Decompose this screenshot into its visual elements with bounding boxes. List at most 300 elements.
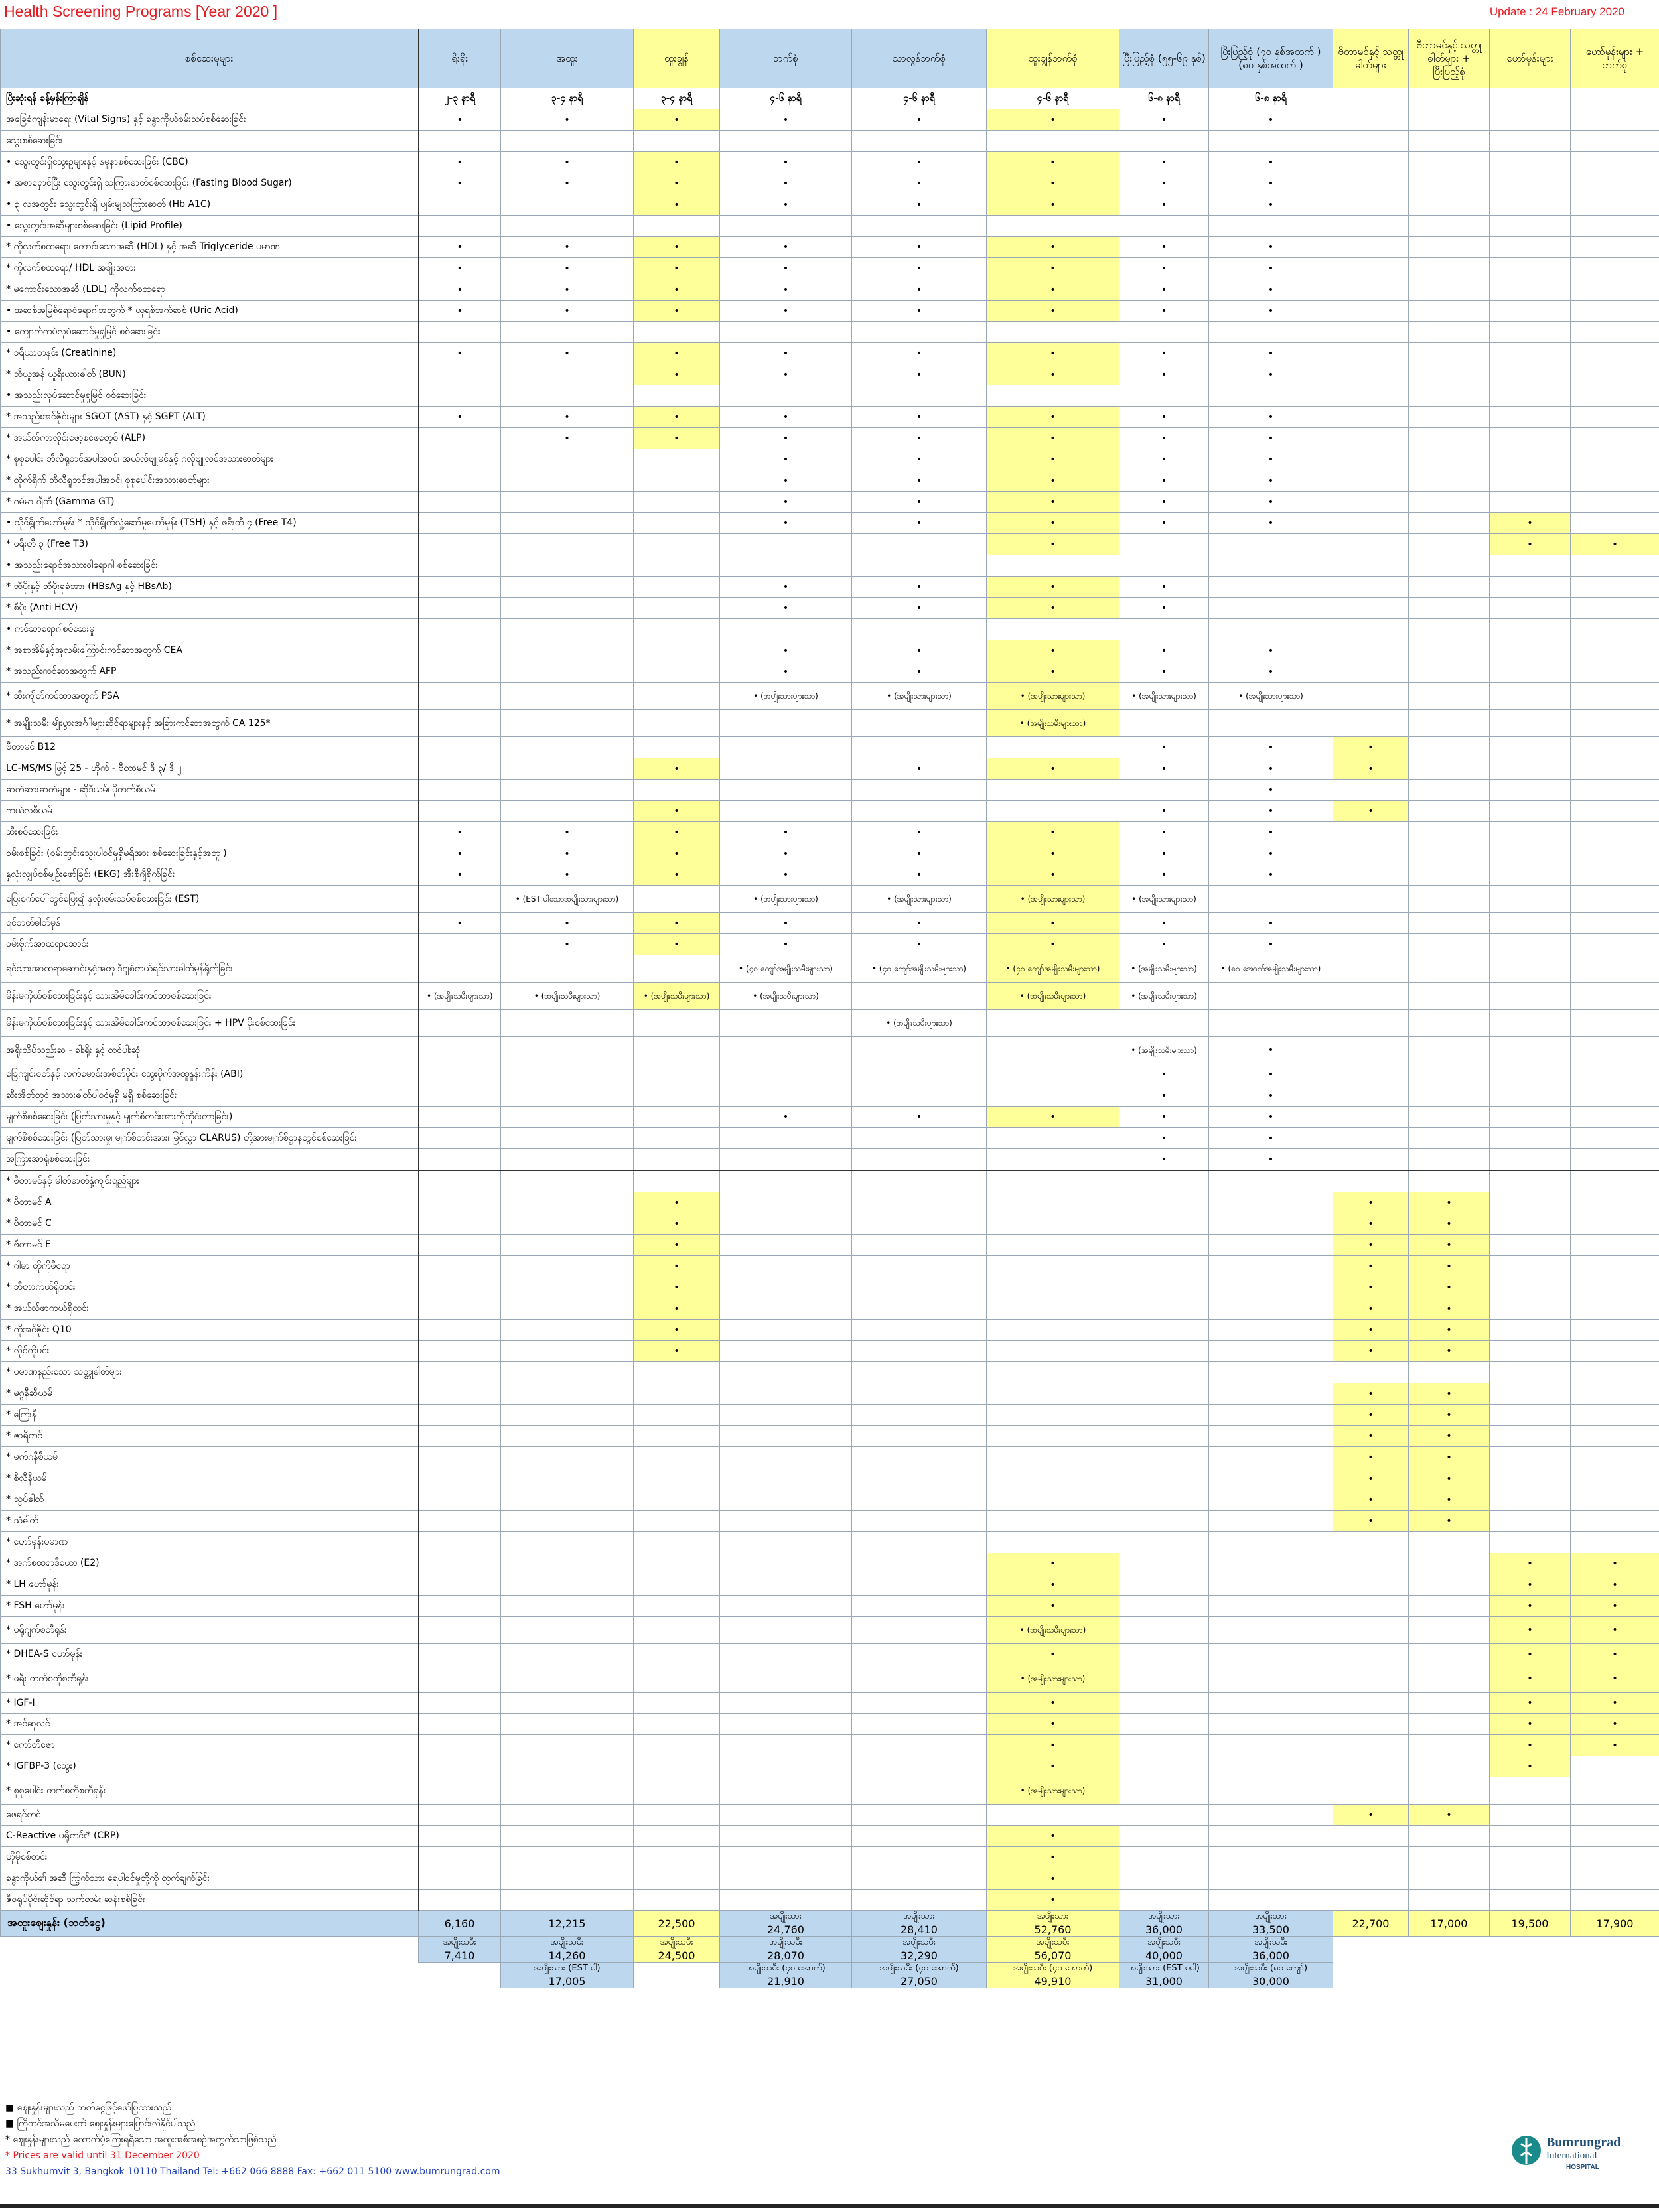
- check-cell: [720, 1847, 852, 1868]
- check-cell: [501, 864, 634, 886]
- check-cell: [1119, 513, 1209, 534]
- check-cell: [1409, 555, 1490, 577]
- check-mark: •: [1050, 666, 1056, 677]
- test-label: * ကိုလက်စထရော/ HDL အချိုးအစား: [1, 258, 419, 279]
- check-mark: •: [1527, 539, 1533, 550]
- check-cell: [1119, 661, 1209, 683]
- check-cell: [1571, 237, 1659, 258]
- check-cell: [720, 1644, 852, 1665]
- check-mark: •: [1612, 1718, 1618, 1730]
- check-cell: [720, 683, 852, 710]
- check-cell: [852, 1213, 987, 1235]
- check-cell: [634, 173, 720, 194]
- test-label: ဝမ်းစစ်ခြင်း (ဝမ်းတွင်းသွေးပါဝင်မှုရှိမရှိအား စစ်ဆေးခြင်းနှင့်အတူ ): [1, 843, 419, 864]
- check-mark: •: [916, 645, 922, 656]
- check-cell: [987, 983, 1119, 1010]
- check-cell: [1119, 470, 1209, 492]
- check-cell: [419, 577, 501, 598]
- check-mark: •: [1368, 1809, 1374, 1821]
- check-cell: [634, 661, 720, 683]
- check-cell: [1119, 1777, 1209, 1805]
- check-mark: •: [1161, 869, 1167, 880]
- check-cell: [501, 913, 634, 934]
- table-row: [1, 864, 1659, 886]
- check-cell: [634, 1447, 720, 1468]
- check-cell: [634, 534, 720, 555]
- check-mark: •: [1446, 1452, 1452, 1463]
- check-cell: [987, 1107, 1119, 1128]
- check-mark: •: [674, 1303, 680, 1314]
- check-cell: [1571, 1447, 1659, 1468]
- check-cell: [1119, 237, 1209, 258]
- check-cell: [1409, 1235, 1490, 1256]
- table-row: [1, 1489, 1659, 1511]
- price-cell: [419, 1937, 501, 1963]
- check-cell: [852, 555, 987, 577]
- check-cell: [634, 1426, 720, 1447]
- check-mark: •: [564, 284, 570, 295]
- check-cell: [987, 640, 1119, 661]
- check-cell: [1490, 1170, 1571, 1192]
- table-row: [1, 1064, 1659, 1085]
- check-cell: [1490, 1693, 1571, 1714]
- check-note: • (အမျိုးသမီးများသာ): [753, 991, 819, 1001]
- check-cell: [419, 1277, 501, 1298]
- check-cell: [1209, 640, 1333, 661]
- check-cell: [720, 1574, 852, 1596]
- check-cell: [720, 983, 852, 1010]
- check-cell: [1333, 661, 1409, 683]
- check-cell: [634, 1553, 720, 1574]
- check-cell: [852, 1426, 987, 1447]
- check-cell: [1571, 1256, 1659, 1277]
- check-cell: [1490, 1553, 1571, 1574]
- check-cell: [1333, 237, 1409, 258]
- check-cell: [987, 1890, 1119, 1911]
- price-cell: [1209, 1937, 1333, 1963]
- test-label: ဓာတ်ဆားဓာတ်များ - ဆိုဒီယမ်၊ ပိုတက်စီယမ်: [1, 780, 419, 801]
- table-row: [1, 1665, 1659, 1693]
- check-cell: [419, 1617, 501, 1644]
- check-cell: [852, 279, 987, 301]
- check-cell: [1490, 513, 1571, 534]
- table-row: [1, 955, 1659, 983]
- check-cell: [419, 598, 501, 619]
- check-cell: [1333, 1665, 1409, 1693]
- check-cell: [720, 1617, 852, 1644]
- check-cell: [419, 1170, 501, 1192]
- check-cell: [419, 1805, 501, 1826]
- check-cell: [1333, 194, 1409, 216]
- check-mark: •: [782, 263, 789, 274]
- bumrungrad-logo: [1508, 2120, 1627, 2183]
- check-mark: •: [1267, 742, 1274, 753]
- check-cell: [1119, 955, 1209, 983]
- table-row: [1, 364, 1659, 385]
- check-cell: [852, 737, 987, 758]
- check-mark: •: [782, 518, 789, 529]
- check-cell: [1119, 1826, 1209, 1847]
- check-cell: [1571, 194, 1659, 216]
- check-cell: [1119, 1037, 1209, 1064]
- check-cell: [987, 237, 1119, 258]
- check-cell: [1333, 131, 1409, 152]
- price-caption: အမျိုးသား: [770, 1911, 802, 1921]
- check-cell: [852, 1617, 987, 1644]
- check-cell: [501, 1868, 634, 1890]
- check-cell: [419, 619, 501, 640]
- check-cell: [1490, 1064, 1571, 1085]
- check-cell: [1333, 843, 1409, 864]
- price-cell: [501, 1937, 634, 1963]
- table-row: [1, 1235, 1659, 1256]
- check-cell: [1119, 492, 1209, 513]
- check-cell: [634, 1362, 720, 1383]
- check-cell: [634, 1665, 720, 1693]
- check-cell: [501, 955, 634, 983]
- duration-cell: ၂-၃ နာရီ: [419, 88, 501, 109]
- check-mark: •: [674, 1282, 680, 1293]
- test-label: * IGF-I: [1, 1693, 419, 1714]
- check-cell: [634, 1574, 720, 1596]
- check-cell: [1209, 1405, 1333, 1426]
- check-cell: [1490, 710, 1571, 737]
- check-cell: [419, 1235, 501, 1256]
- price-cell: [852, 1911, 987, 1937]
- check-cell: [634, 737, 720, 758]
- check-cell: [1333, 407, 1409, 428]
- duration-cell: ၄-၆ နာရီ: [852, 88, 987, 109]
- check-cell: [987, 1064, 1119, 1085]
- check-cell: [1490, 843, 1571, 864]
- check-cell: [1409, 1277, 1490, 1298]
- check-cell: [852, 1362, 987, 1383]
- check-mark: •: [1050, 496, 1056, 508]
- check-cell: [1490, 109, 1571, 131]
- check-cell: [1119, 1213, 1209, 1235]
- check-cell: [419, 1644, 501, 1665]
- check-cell: [852, 1644, 987, 1665]
- check-cell: [1571, 886, 1659, 913]
- test-label: သွေးစစ်ဆေးခြင်း: [1, 131, 419, 152]
- check-cell: [1490, 1426, 1571, 1447]
- check-cell: [1409, 1426, 1490, 1447]
- check-cell: [1119, 780, 1209, 801]
- check-cell: [1409, 1362, 1490, 1383]
- check-cell: [501, 1426, 634, 1447]
- check-cell: [1119, 983, 1209, 1010]
- check-cell: [1490, 1235, 1571, 1256]
- price-value: 31,000: [1145, 1975, 1183, 1988]
- check-cell: [852, 364, 987, 385]
- check-cell: [852, 1693, 987, 1714]
- test-label: * ဂမ်မာ ဂျီတီ (Gamma GT): [1, 492, 419, 513]
- check-mark: •: [1161, 284, 1167, 295]
- check-cell: [1119, 886, 1209, 913]
- check-mark: •: [782, 348, 789, 359]
- check-cell: [1209, 449, 1333, 470]
- check-cell: [1209, 619, 1333, 640]
- table-row: [1, 1532, 1659, 1553]
- check-cell: [852, 1405, 987, 1426]
- check-cell: [1490, 822, 1571, 843]
- test-label: • သွေးတွင်းရှိသွေးဥများနှင့် နမူနာစစ်ဆေးခြင်း (CBC): [1, 152, 419, 173]
- check-mark: •: [916, 496, 922, 508]
- check-cell: [1571, 1362, 1659, 1383]
- check-cell: [1571, 131, 1659, 152]
- check-cell: [852, 237, 987, 258]
- check-cell: [852, 1064, 987, 1085]
- check-mark: •: [564, 348, 570, 359]
- check-cell: [720, 131, 852, 152]
- check-mark: •: [1161, 263, 1167, 274]
- check-cell: [1333, 1805, 1409, 1826]
- check-cell: [1119, 801, 1209, 822]
- check-cell: [1409, 301, 1490, 322]
- check-cell: [1209, 492, 1333, 513]
- check-cell: [987, 864, 1119, 886]
- check-cell: [987, 1468, 1119, 1489]
- check-cell: [634, 1596, 720, 1617]
- check-cell: [987, 322, 1119, 343]
- check-cell: [1571, 492, 1659, 513]
- check-mark: •: [916, 178, 922, 189]
- check-cell: [1409, 955, 1490, 983]
- check-cell: [852, 1665, 987, 1693]
- test-label: မျက်စိစစ်ဆေးခြင်း (ပြတ်သားမှုနှင့် မျက်စိတင်းအားကိုတိုင်းတာခြင်း): [1, 1107, 419, 1128]
- test-label: * ဗီတာမင် E: [1, 1235, 419, 1256]
- check-cell: [1209, 1128, 1333, 1149]
- check-cell: [1209, 1847, 1333, 1868]
- check-cell: [634, 131, 720, 152]
- check-cell: [1333, 1149, 1409, 1171]
- check-mark: •: [1368, 1324, 1374, 1336]
- check-cell: [634, 886, 720, 913]
- price-blank: [1490, 1963, 1571, 1988]
- check-mark: •: [674, 411, 680, 423]
- check-cell: [1333, 1735, 1409, 1756]
- duration-cell: ၄-၆ နာရီ: [987, 88, 1119, 109]
- check-cell: [419, 1213, 501, 1235]
- note-1: ■ စျေးနှုန်းများသည် ဘတ်ငွေဖြင့်ဖော်ပြထားသည်: [5, 2103, 172, 2113]
- check-note: • (၄၀ ကျော်အမျိုးသမီးများသာ): [872, 964, 966, 973]
- check-cell: [419, 955, 501, 983]
- check-mark: •: [1612, 539, 1618, 550]
- check-cell: [501, 598, 634, 619]
- check-cell: [987, 1037, 1119, 1064]
- check-cell: [634, 758, 720, 780]
- check-cell: [1209, 913, 1333, 934]
- check-cell: [852, 1192, 987, 1213]
- test-label: * ပမာဏနည်းသော သတ္တုဓါတ်များ: [1, 1362, 419, 1383]
- test-label: * စီပိုး (Anti HCV): [1, 598, 419, 619]
- check-cell: [1490, 1298, 1571, 1320]
- check-cell: [1571, 598, 1659, 619]
- check-mark: •: [1368, 1303, 1374, 1314]
- price-blank: [1333, 1963, 1409, 1988]
- check-cell: [1119, 913, 1209, 934]
- check-cell: [1333, 955, 1409, 983]
- check-mark: •: [1368, 1473, 1374, 1484]
- table-row: [1, 1192, 1659, 1213]
- check-cell: [1333, 1383, 1409, 1405]
- test-label: * ပရိုဂျက်စတီရုန်း: [1, 1617, 419, 1644]
- price-row: [1, 1963, 1659, 1988]
- price-value: 17,900: [1596, 1917, 1634, 1930]
- check-cell: [1490, 258, 1571, 279]
- check-cell: [501, 1617, 634, 1644]
- check-mark: •: [674, 1218, 680, 1229]
- check-cell: [1490, 1213, 1571, 1235]
- check-cell: [1571, 1149, 1659, 1171]
- check-cell: [1209, 237, 1333, 258]
- check-cell: [987, 555, 1119, 577]
- check-note: • (အမျိုးသမီးများသာ): [1019, 1625, 1086, 1635]
- check-cell: [987, 1617, 1119, 1644]
- check-cell: [1490, 598, 1571, 619]
- test-label: ဗီတာမင် B12: [1, 737, 419, 758]
- hospital-address[interactable]: 33 Sukhumvit 3, Bangkok 10110 Thailand Tel: +662 066 8888 Fax: +662 011 5100 www.bumrungrad.com: [5, 2166, 500, 2177]
- check-cell: [501, 886, 634, 913]
- check-cell: [1209, 1213, 1333, 1235]
- duration-cell: [1571, 88, 1659, 109]
- check-cell: [852, 983, 987, 1010]
- check-mark: •: [916, 1111, 922, 1123]
- check-cell: [634, 955, 720, 983]
- check-cell: [852, 343, 987, 364]
- price-caption: အမျိုးသမီး: [443, 1937, 476, 1947]
- check-cell: [1119, 258, 1209, 279]
- check-cell: [1409, 385, 1490, 407]
- check-cell: [987, 737, 1119, 758]
- check-cell: [1490, 1826, 1571, 1847]
- check-cell: [852, 173, 987, 194]
- table-row: [1, 1426, 1659, 1447]
- check-cell: [1209, 598, 1333, 619]
- check-cell: [419, 1149, 501, 1171]
- check-cell: [1409, 1617, 1490, 1644]
- check-cell: [1333, 598, 1409, 619]
- check-cell: [1490, 934, 1571, 955]
- check-mark: •: [782, 1111, 789, 1123]
- check-cell: [1490, 864, 1571, 886]
- check-cell: [1333, 801, 1409, 822]
- table-row: [1, 343, 1659, 364]
- check-cell: [1409, 683, 1490, 710]
- check-mark: •: [1161, 1133, 1167, 1144]
- table-row: [1, 1511, 1659, 1532]
- check-mark: •: [782, 199, 789, 210]
- check-cell: [634, 864, 720, 886]
- check-cell: [501, 1037, 634, 1064]
- check-cell: [1209, 1665, 1333, 1693]
- check-mark: •: [1161, 411, 1167, 423]
- check-mark: •: [1050, 114, 1056, 125]
- check-cell: [1209, 1277, 1333, 1298]
- check-cell: [852, 1256, 987, 1277]
- check-cell: [501, 619, 634, 640]
- check-cell: [634, 1468, 720, 1489]
- price-label: အထူးစျေးနှုန်း (ဘတ်ငွေ): [1, 1911, 419, 1937]
- check-cell: [1333, 640, 1409, 661]
- check-cell: [852, 1085, 987, 1107]
- check-cell: [1409, 1574, 1490, 1596]
- check-cell: [1209, 1426, 1333, 1447]
- check-mark: •: [1527, 1558, 1533, 1569]
- check-cell: [1119, 1277, 1209, 1298]
- check-cell: [720, 1362, 852, 1383]
- check-cell: [634, 1617, 720, 1644]
- check-cell: [1333, 1532, 1409, 1553]
- check-cell: [1490, 801, 1571, 822]
- check-cell: [419, 983, 501, 1010]
- check-cell: [852, 385, 987, 407]
- check-mark: •: [1267, 348, 1274, 359]
- screening-table: [0, 29, 1659, 1988]
- check-mark: •: [1368, 1197, 1374, 1208]
- check-mark: •: [1368, 1409, 1374, 1420]
- check-cell: [1333, 1298, 1409, 1320]
- check-cell: [987, 1256, 1119, 1277]
- table-row: [1, 843, 1659, 864]
- check-cell: [1209, 1192, 1333, 1213]
- check-mark: •: [916, 848, 922, 859]
- check-mark: •: [1161, 178, 1167, 189]
- check-cell: [1571, 661, 1659, 683]
- check-cell: [1571, 1596, 1659, 1617]
- check-mark: •: [564, 263, 570, 274]
- test-label: • အဆစ်အမြစ်ရောင်ရောဂါအတွက် * ယူရစ်အက်ဆစ် (Uric Acid): [1, 301, 419, 322]
- check-cell: [1333, 1010, 1409, 1037]
- price-cell: [1409, 1911, 1490, 1937]
- check-cell: [1571, 1532, 1659, 1553]
- column-header: စစ်ဆေးမှုများ: [1, 29, 419, 88]
- table-row: [1, 492, 1659, 513]
- check-cell: [1119, 322, 1209, 343]
- price-cell: [501, 1963, 634, 1988]
- price-blank: [1409, 1963, 1490, 1988]
- check-cell: [1333, 1362, 1409, 1383]
- check-note: • (အမျိုးသားများသာ): [1020, 1786, 1086, 1795]
- check-cell: [987, 1235, 1119, 1256]
- check-cell: [852, 758, 987, 780]
- check-cell: [419, 1596, 501, 1617]
- check-cell: [1119, 1714, 1209, 1735]
- check-cell: [720, 955, 852, 983]
- check-note: • (၄၀ ကျော်အမျိုးသမီးများသာ): [739, 964, 833, 973]
- check-cell: [1409, 152, 1490, 173]
- check-cell: [1333, 1468, 1409, 1489]
- check-cell: [852, 470, 987, 492]
- check-mark: •: [1267, 763, 1274, 774]
- price-blank: [1, 1963, 419, 1988]
- price-cell: [419, 1911, 501, 1937]
- check-cell: [987, 279, 1119, 301]
- check-cell: [634, 1107, 720, 1128]
- check-mark: •: [674, 114, 680, 125]
- test-label: * မက်ဂနီစီယမ်: [1, 1447, 419, 1468]
- check-cell: [1409, 173, 1490, 194]
- table-row: [1, 1107, 1659, 1128]
- check-mark: •: [916, 242, 922, 253]
- check-mark: •: [1446, 1324, 1452, 1336]
- check-cell: [1409, 1777, 1490, 1805]
- check-mark: •: [564, 918, 570, 929]
- check-cell: [1490, 1890, 1571, 1911]
- check-mark: •: [1050, 1558, 1056, 1569]
- price-blank: [1333, 1937, 1409, 1963]
- check-cell: [720, 279, 852, 301]
